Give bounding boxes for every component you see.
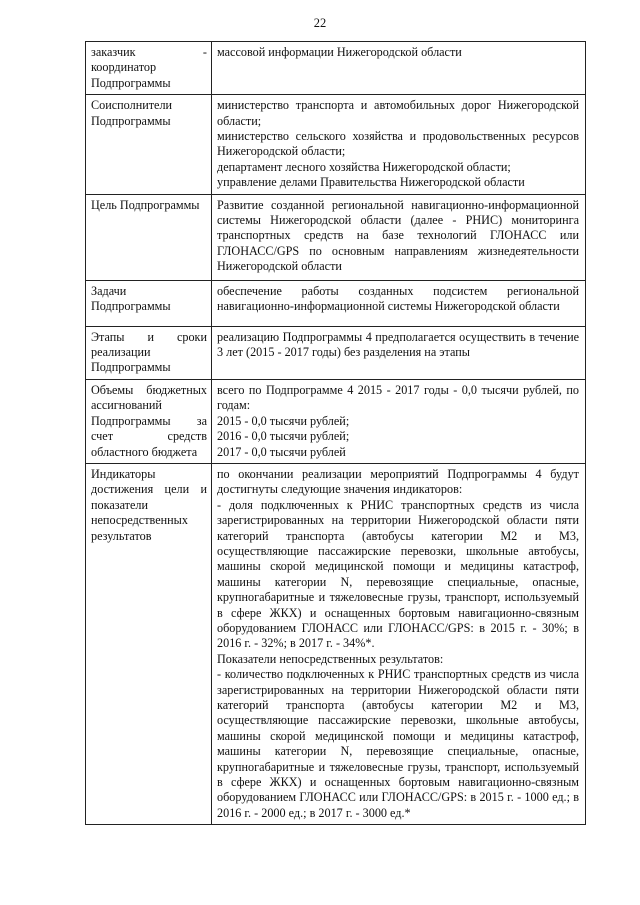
row-label: Цель Подпрограммы [86, 194, 212, 280]
table-row [86, 379, 586, 463]
value-line: Показатели непосредственных результатов: [217, 651, 444, 666]
row-label: Индикаторы достижения цели и показатели непосредственных результатов [86, 463, 212, 824]
row-label: Задачи Подпрограммы [86, 280, 212, 326]
value-line: 2017 - 0,0 тысячи рублей [217, 444, 346, 459]
value-line: по окончании реализации мероприятий Подпрограммы 4 будут достигнуты следующие значения индикаторов: [217, 466, 579, 497]
table-row [86, 280, 586, 326]
value-line: - количество подключенных к РНИС транспортных средств из числа зарегистрированных на территории Нижегородской области пяти категорий транспорта (автобусы категории М2 и М3, осуществляющие пассажирские перевозки, школьные автобусы, машины скорой медицинской помощи и медицины катастроф, машины категории N, перевозящие специальные, опасные, крупногабаритные и тяжеловесные грузы, транспорт, используемый в сфере ЖКХ) и оснащенных бортовым навигационно-связным оборудованием ГЛОНАСС или ГЛОНАСС/GPS: в 2015 г. - 1000 ед.; в 2016 г. - 2000 ед.; в 2017 г. - 3000 ед.* [217, 667, 579, 820]
table-row [86, 463, 586, 824]
table-row [86, 326, 586, 379]
table-row [86, 42, 586, 95]
row-value [212, 326, 586, 379]
row-label: Соисполнители Подпрограммы [86, 95, 212, 194]
table-row [86, 95, 586, 194]
value-line: 2016 - 0,0 тысячи рублей; [217, 429, 350, 444]
row-value [212, 42, 586, 95]
value-line: обеспечение работы созданных подсистем региональной навигационно-информационной системы Нижегородской области [217, 283, 579, 314]
value-line: министерство транспорта и автомобильных дорог Нижегородской области; [217, 98, 579, 128]
value-line: - доля подключенных к РНИС транспортных средств из числа зарегистрированных на территории Нижегородской области пяти категорий транспорта (автобусы категории М2 и М3, осуществляющие пассажирские перевозки, школьные автобусы, машины скорой медицинской помощи и медицины катастроф, машины категории N, перевозящие специальные, опасные, крупногабаритные и тяжеловесные грузы, транспорт, используемый в сфере ЖКХ) и оснащенных бортовым навигационно-связным оборудованием ГЛОНАСС или ГЛОНАСС/GPS: в 2015 г. - 30%; в 2016 г. - 32%; в 2017 г. - 34%*. [217, 497, 579, 651]
row-value [212, 463, 586, 824]
value-line: 2015 - 0,0 тысячи рублей; [217, 413, 350, 428]
page-number: 22 [313, 16, 327, 30]
value-line: всего по Подпрограмме 4 2015 - 2017 годы - 0,0 тысячи рублей, по годам: [217, 382, 579, 413]
value-line: управление делами Правительства Нижегородской области [217, 175, 525, 190]
row-label: Этапы и сроки реализации Подпрограммы [86, 326, 212, 379]
value-line: министерство сельского хозяйства и продовольственных ресурсов Нижегородской области; [217, 129, 579, 159]
table-row [86, 194, 586, 280]
row-value [212, 194, 586, 280]
row-value [212, 280, 586, 326]
row-value [212, 95, 586, 194]
value-line: реализацию Подпрограммы 4 предполагается осуществить в течение 3 лет (2015 - 2017 годы) без разделения на этапы [217, 329, 579, 360]
row-label: Объемы бюджетных ассигнований Подпрограммы за счет средств областного бюджета [86, 379, 212, 463]
value-line: департамент лесного хозяйства Нижегородской области; [217, 159, 511, 174]
subprogram-passport-table [85, 41, 586, 825]
row-value [212, 379, 586, 463]
row-label: заказчик - координатор Подпрограммы [86, 42, 212, 95]
value-line: массовой информации Нижегородской области [217, 45, 462, 59]
value-line: Развитие созданной региональной навигационно-информационной системы Нижегородской области (далее - РНИС) мониторинга транспортных средств на базе технологий ГЛОНАСС или ГЛОНАСС/GPS по основным направлениям жизнедеятельности Нижегородской области [217, 197, 579, 274]
